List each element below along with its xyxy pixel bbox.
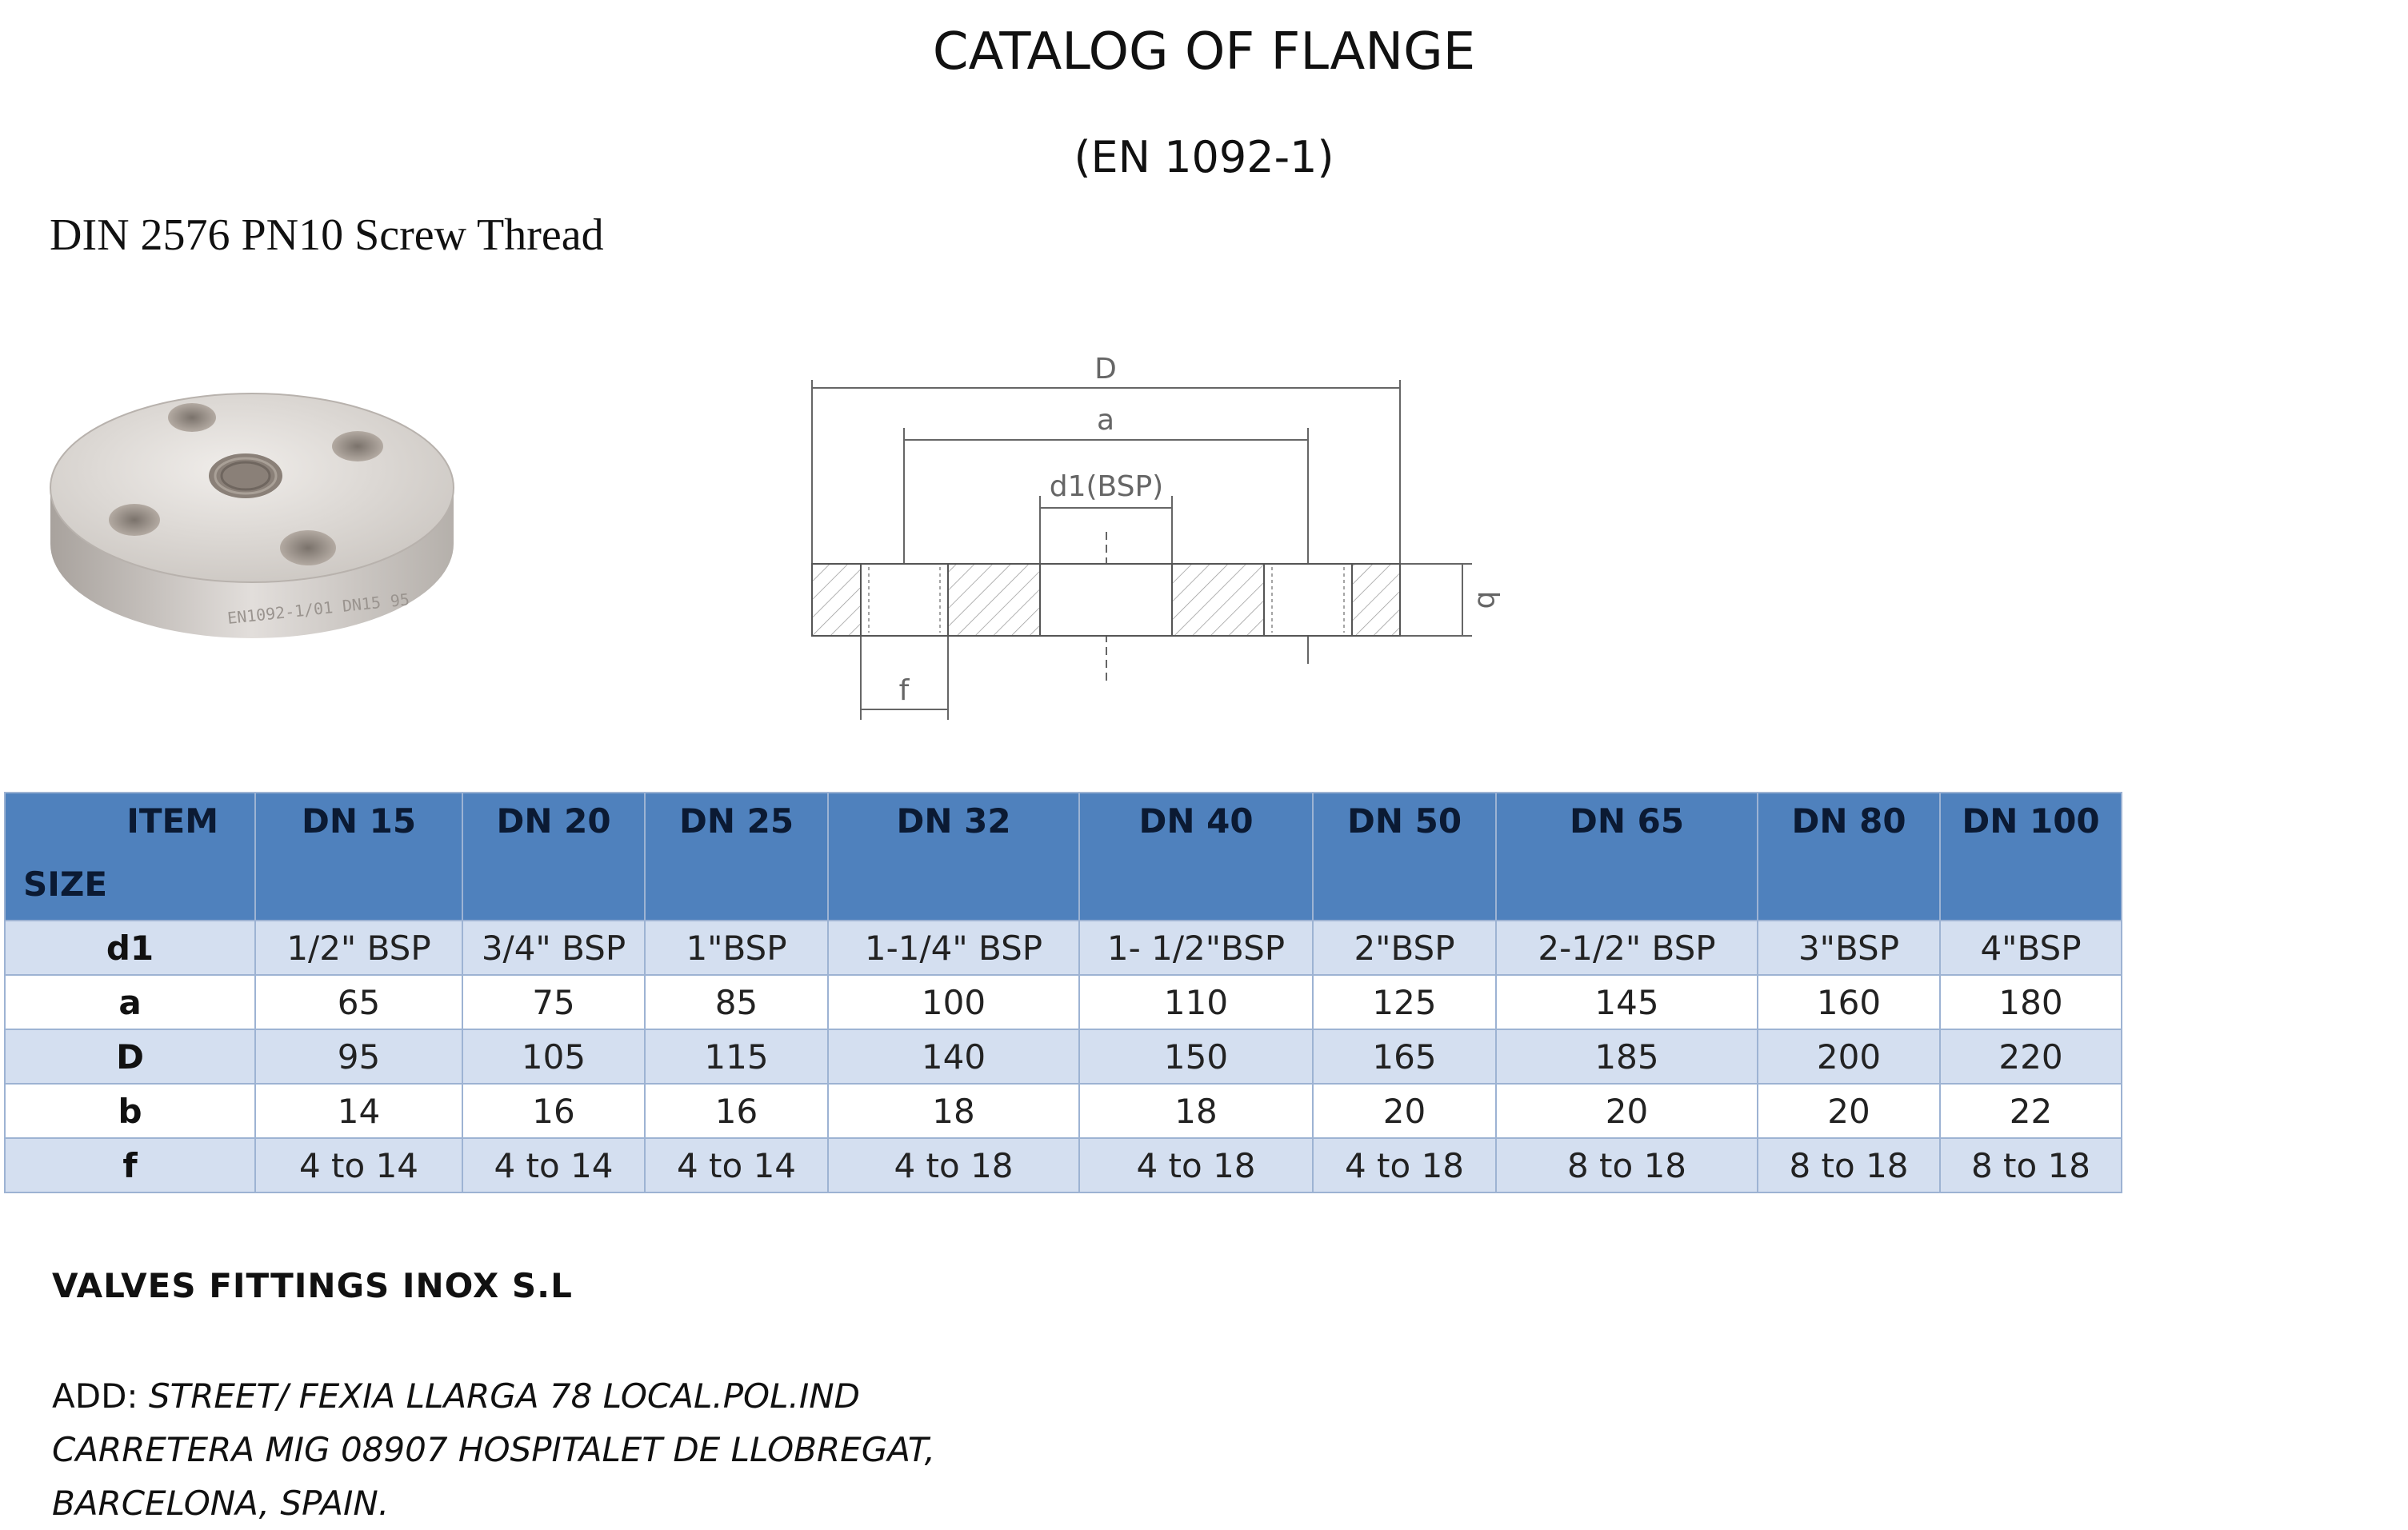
- row-label: D: [5, 1029, 255, 1084]
- table-cell: 4 to 14: [645, 1138, 828, 1192]
- table-cell: 110: [1079, 975, 1313, 1029]
- row-label: d1: [5, 921, 255, 975]
- column-header: DN 40: [1079, 793, 1313, 921]
- table-cell: 4 to 18: [828, 1138, 1079, 1192]
- company-address: [52, 1369, 935, 1530]
- address-line: BARCELONA, SPAIN.: [52, 1484, 390, 1523]
- table-cell: 20: [1496, 1084, 1758, 1138]
- row-label: f: [5, 1138, 255, 1192]
- column-header: DN 15: [255, 793, 462, 921]
- table-cell: 4 to 14: [462, 1138, 645, 1192]
- column-header: DN 80: [1758, 793, 1940, 921]
- table-cell: 3/4" BSP: [462, 921, 645, 975]
- address-prefix: ADD:: [52, 1376, 149, 1416]
- column-header: DN 25: [645, 793, 828, 921]
- table-row: [5, 1029, 2122, 1084]
- table-cell: 115: [645, 1029, 828, 1084]
- table-cell: 3"BSP: [1758, 921, 1940, 975]
- table-cell: 75: [462, 975, 645, 1029]
- table-cell: 20: [1758, 1084, 1940, 1138]
- page-subtitle: (EN 1092-1): [1074, 132, 1334, 182]
- product-name: DIN 2576 PN10 Screw Thread: [50, 210, 604, 260]
- table-cell: 8 to 18: [1940, 1138, 2122, 1192]
- page-title: CATALOG OF FLANGE: [932, 22, 1476, 82]
- table-cell: 150: [1079, 1029, 1313, 1084]
- column-header: DN 32: [828, 793, 1079, 921]
- column-header: DN 65: [1496, 793, 1758, 921]
- row-label: b: [5, 1084, 255, 1138]
- table-cell: 165: [1313, 1029, 1496, 1084]
- drawing-label-d1: d1(BSP): [1049, 470, 1164, 503]
- column-header: DN 100: [1940, 793, 2122, 921]
- table-cell: 125: [1313, 975, 1496, 1029]
- drawing-label-a: a: [1096, 404, 1115, 437]
- table-cell: 220: [1940, 1029, 2122, 1084]
- table-row: [5, 1084, 2122, 1138]
- flange-cross-section-drawing: [800, 340, 1504, 732]
- table-row: [5, 975, 2122, 1029]
- column-header: DN 20: [462, 793, 645, 921]
- table-cell: 2"BSP: [1313, 921, 1496, 975]
- company-name: VALVES FITTINGS INOX S.L: [52, 1266, 573, 1305]
- table-cell: 4 to 14: [255, 1138, 462, 1192]
- table-cell: 4"BSP: [1940, 921, 2122, 975]
- table-cell: 160: [1758, 975, 1940, 1029]
- table-cell: 140: [828, 1029, 1079, 1084]
- table-cell: 145: [1496, 975, 1758, 1029]
- table-cell: 1"BSP: [645, 921, 828, 975]
- corner-size-label: SIZE: [23, 865, 108, 904]
- table-header-row: [5, 793, 2122, 921]
- column-header: DN 50: [1313, 793, 1496, 921]
- table-cell: 18: [828, 1084, 1079, 1138]
- dimensions-table-container: [4, 792, 2121, 1193]
- table-cell: 8 to 18: [1496, 1138, 1758, 1192]
- dimensions-table: [4, 792, 2122, 1193]
- table-cell: 100: [828, 975, 1079, 1029]
- table-row: [5, 1138, 2122, 1192]
- address-line: [52, 1369, 935, 1423]
- table-cell: 85: [645, 975, 828, 1029]
- table-cell: 20: [1313, 1084, 1496, 1138]
- table-cell: 2-1/2" BSP: [1496, 921, 1758, 975]
- table-cell: 16: [462, 1084, 645, 1138]
- table-cell: 18: [1079, 1084, 1313, 1138]
- table-cell: 105: [462, 1029, 645, 1084]
- flange-engraving: EN1092-1/01 DN15 95: [226, 589, 411, 628]
- table-cell: 1- 1/2"BSP: [1079, 921, 1313, 975]
- table-cell: 200: [1758, 1029, 1940, 1084]
- table-cell: 16: [645, 1084, 828, 1138]
- table-cell: 1/2" BSP: [255, 921, 462, 975]
- drawing-label-b: b: [1471, 590, 1504, 609]
- drawing-label-D: D: [1094, 353, 1117, 385]
- table-row: [5, 921, 2122, 975]
- corner-item-label: ITEM: [126, 801, 218, 841]
- table-cell: 4 to 18: [1313, 1138, 1496, 1192]
- table-cell: 185: [1496, 1029, 1758, 1084]
- table-cell: 4 to 18: [1079, 1138, 1313, 1192]
- table-cell: 65: [255, 975, 462, 1029]
- table-cell: 8 to 18: [1758, 1138, 1940, 1192]
- table-cell: 1-1/4" BSP: [828, 921, 1079, 975]
- table-cell: 14: [255, 1084, 462, 1138]
- address-line: CARRETERA MIG 08907 HOSPITALET DE LLOBREGAT,: [52, 1430, 935, 1469]
- drawing-label-f: f: [898, 674, 910, 707]
- flange-photo: [44, 384, 460, 672]
- table-corner-cell: [5, 793, 255, 921]
- table-cell: 22: [1940, 1084, 2122, 1138]
- table-cell: 180: [1940, 975, 2122, 1029]
- address-text: STREET/ FEXIA LLARGA 78 LOCAL.POL.IND: [148, 1376, 860, 1416]
- row-label: a: [5, 975, 255, 1029]
- table-cell: 95: [255, 1029, 462, 1084]
